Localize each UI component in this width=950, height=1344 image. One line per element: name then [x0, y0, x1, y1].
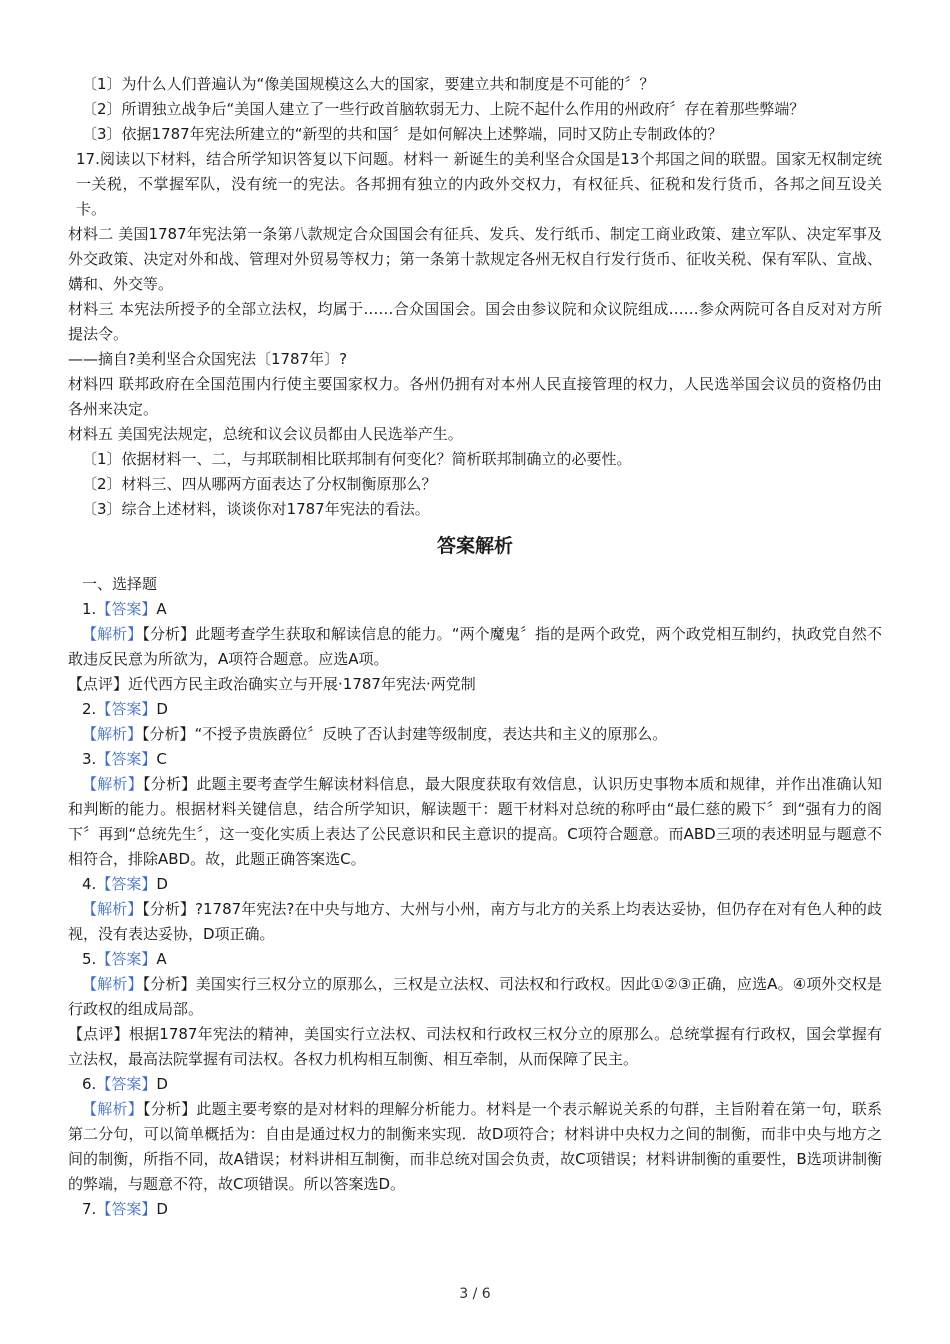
answer-line	[68, 747, 882, 772]
answer-number: 7.	[82, 1200, 97, 1218]
answer-value: D	[156, 875, 168, 893]
answer-line	[68, 872, 882, 897]
comment-text: 【点评】根据1787年宪法的精神，美国实行立法权、司法权和行政权三权分立的原那么。总统掌握有行政权，国会掌握有立法权，最高法院掌握有司法权。各权力机构相互制衡、相互牵制，从而保障了民主。	[68, 1025, 882, 1068]
analysis-tag: 【解析】	[82, 975, 143, 993]
answer-line	[68, 947, 882, 972]
page-number: 3 / 6	[459, 1286, 491, 1302]
document-page	[68, 72, 882, 1222]
analysis-text: 【解析】【分析】此题主要考查学生解读材料信息，最大限度获取有效信息，认识历史事物本质和规律，并作出准确认知和判断的能力。根据材料关键信息，结合所学知识，解读题干：题干材料对总统的称呼由“最仁慈的殿下〞到“强有力的阁下〞再到“总统先生〞，这一变化实质上表达了公民意识和民主意识的提高。C项符合题意。而ABD三项的表述明显与题意不相符合，排除ABD。故，此题正确答案选C。	[68, 775, 882, 868]
answer-value: A	[156, 950, 167, 968]
answer-tag: 【答案】	[96, 950, 157, 968]
question-17-part-3: 〔3〕综合上述材料，谈谈你对1787年宪法的看法。	[82, 500, 430, 518]
question-17-part-1: 〔1〕依据材料一、二，与邦联制相比联邦制有何变化？简析联邦制确立的必要性。	[82, 450, 632, 468]
analysis-text: 【解析】【分析】此题主要考察的是对材料的理解分析能力。材料是一个表示解说关系的句群，主旨附着在第一句，联系第二分句，可以简单概括为：自由是通过权力的制衡来实现．故D项符合；材料讲中央权力之间的制衡，而非中央与地方之间的制衡，所指不同，故A错误；材料讲相互制衡，而非总统对国会负责，故C项错误；材料讲制衡的重要性，B选项讲制衡的弊端，与题意不符，故C项错误。所以答案选D。	[68, 1100, 882, 1193]
answer-line	[68, 1197, 882, 1222]
analysis-text: 【解析】【分析】?1787年宪法?在中央与地方、大州与小州，南方与北方的关系上均表达妥协，但仍存在对有色人种的歧视，没有表达妥协，D项正确。	[68, 900, 882, 943]
answer-line	[68, 597, 882, 622]
answer-number: 2.	[82, 700, 97, 718]
answer-value: D	[156, 700, 168, 718]
material-3: 材料三 本宪法所授予的全部立法权，均属于……合众国国会。国会由参议院和众议院组成……参众两院可各自反对对方所提法令。	[68, 300, 882, 343]
answer-tag: 【答案】	[96, 1075, 157, 1093]
answer-tag: 【答案】	[96, 600, 157, 618]
answers-title: 答案解析	[436, 535, 513, 557]
answer-line	[68, 697, 882, 722]
section-heading: 一、选择题	[82, 575, 158, 593]
material-2: 材料二 美国1787年宪法第一条第八款规定合众国国会有征兵、发兵、发行纸币、制定工商业政策、建立军队、决定军事及外交政策、决定对外和战、管理对外贸易等权力；第一条第十款规定各州无权自行发行货币、征收关税、保有军队、宣战、媾和、外交等。	[68, 225, 882, 293]
answer-value: D	[156, 1200, 168, 1218]
answer-number: 5.	[82, 950, 97, 968]
material-4: 材料四 联邦政府在全国范围内行使主要国家权力。各州仍拥有对本州人民直接管理的权力，人民选举国会议员的资格仍由各州来决定。	[68, 375, 882, 418]
question-17-stem: 17.阅读以下材料，结合所学知识答复以下问题。材料一 新诞生的美利坚合众国是13个邦国之间的联盟。国家无权制定统一关税，不掌握军队，没有统一的宪法。各邦拥有独立的内政外交权力，有权征兵、征税和发行货币，各邦之间互设关卡。	[76, 150, 882, 218]
answer-value: C	[156, 750, 167, 768]
answer-number: 1.	[82, 600, 97, 618]
question-16-part-1: 〔1〕为什么人们普遍认为“像美国规模这么大的国家，要建立共和制度是不可能的〞？	[82, 75, 655, 93]
analysis-tag: 【解析】	[82, 775, 143, 793]
analysis-text: 【解析】【分析】美国实行三权分立的原那么，三权是立法权、司法权和行政权。因此①②③正确，应选A。④项外交权是行政权的组成局部。	[68, 975, 882, 1018]
question-16-part-2: 〔2〕所谓独立战争后“美国人建立了一些行政首脑软弱无力、上院不起什么作用的州政府〞存在着那些弊端？	[82, 100, 805, 118]
answer-tag: 【答案】	[96, 1200, 157, 1218]
analysis-text: 【解析】【分析】“不授予贵族爵位〞反映了否认封建等级制度，表达共和主义的原那么。	[82, 725, 668, 743]
answer-number: 4.	[82, 875, 97, 893]
answer-value: D	[156, 1075, 168, 1093]
analysis-tag: 【解析】	[82, 625, 143, 643]
analysis-text: 【解析】【分析】此题考查学生获取和解读信息的能力。“两个魔鬼〞指的是两个政党，两个政党相互制约，执政党自然不敢违反民意为所欲为，A项符合题意。应选A项。	[68, 625, 882, 668]
analysis-tag: 【解析】	[82, 725, 143, 743]
analysis-tag: 【解析】	[82, 900, 143, 918]
material-3-source: ——摘自?美利坚合众国宪法〔1787年〕?	[68, 350, 348, 368]
question-16-part-3: 〔3〕依据1787年宪法所建立的“新型的共和国〞是如何解决上述弊端，同时又防止专制政体的？	[82, 125, 723, 143]
answer-tag: 【答案】	[96, 700, 157, 718]
material-5: 材料五 美国宪法规定，总统和议会议员都由人民选举产生。	[68, 425, 463, 443]
answer-number: 3.	[82, 750, 97, 768]
answer-number: 6.	[82, 1075, 97, 1093]
comment-text: 【点评】近代西方民主政治确实立与开展·1787年宪法·两党制	[68, 675, 476, 693]
answer-tag: 【答案】	[96, 750, 157, 768]
question-17-part-2: 〔2〕材料三、四从哪两方面表达了分权制衡原那么？	[82, 475, 437, 493]
analysis-tag: 【解析】	[82, 1100, 143, 1118]
answer-tag: 【答案】	[96, 875, 157, 893]
answer-line	[68, 1072, 882, 1097]
answer-value: A	[156, 600, 167, 618]
